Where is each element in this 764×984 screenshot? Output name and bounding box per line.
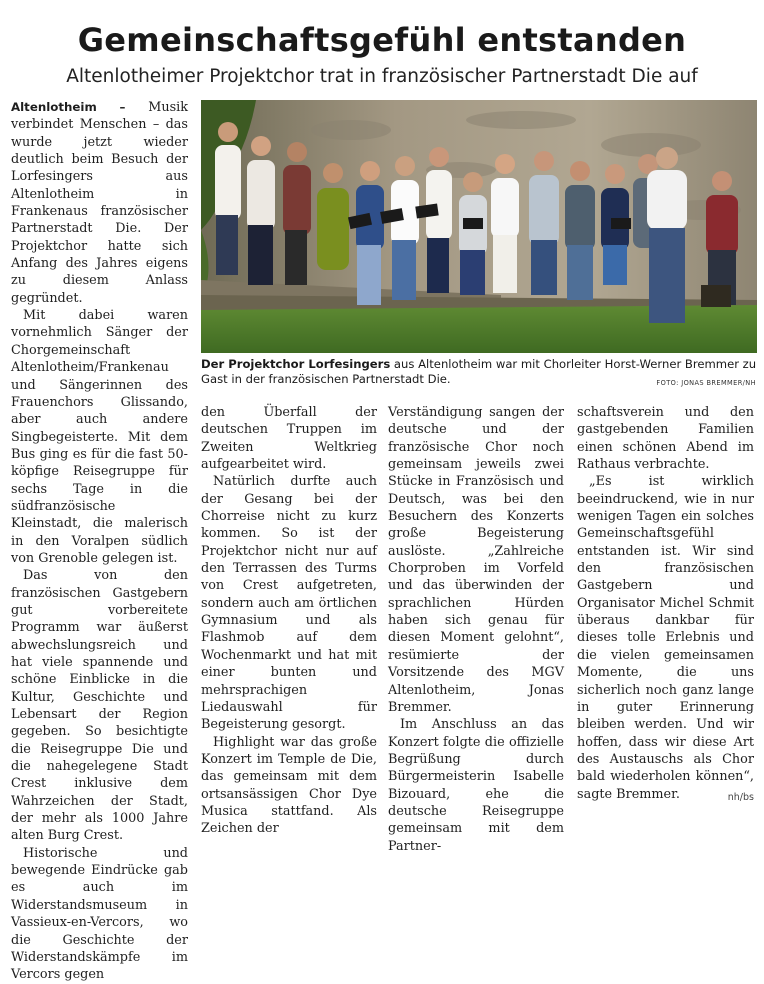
headline: Gemeinschaftsgefühl entstanden (77, 21, 687, 59)
paragraph (577, 473, 754, 803)
paragraph: Verständigung sangen der deutsche und der französische Chor noch gemeinsam jeweils zwei Stücke in Französisch und Deutsch, was bei den Besuchern des Konzerts große Begeisterung auslöste. „Zahlreiche Chorproben im Vorfeld und das überwinden der sprachlichen Hürden haben sich genau für diesen Moment gelohnt“, resümierte der Vorsitzende des MGV Altenlotheim, Jonas Bremmer. (388, 405, 564, 715)
caption-lead: Der Projektchor Lorfesingers (201, 357, 391, 371)
dateline: Altenlotheim – (11, 100, 126, 114)
article-column-3 (388, 404, 564, 855)
choir-photo-image (201, 100, 757, 353)
choir-photo (201, 100, 757, 353)
article-column-2 (201, 404, 377, 838)
article-column-1 (11, 99, 188, 984)
author-signature: nh/bs (727, 791, 754, 803)
photo-credit: FOTO: JONAS BREMMER/NH (656, 379, 756, 387)
paragraph: den Überfall der deutschen Truppen im Zweiten Weltkrieg aufgearbeitet wird. (201, 405, 377, 473)
paragraph-text: Musik verbindet Menschen – das wurde jetzt wieder deutlich beim Besuch der Lorfesingers aus Altenlotheim in Frankenaus französischer Partnerstadt Die. Der Projektchor hatte sich Anfang des Jahres eigens zu diesem Anlass gegründet. (11, 100, 188, 306)
article-column-4 (577, 404, 754, 806)
caption-text: aus Altenlotheim war mit Chorleiter Horst-Werner Bremmer zu Gast in der französischen Partnerstadt Die. (201, 357, 757, 386)
paragraph: Im Anschluss an das Konzert folgte die offizielle Begrüßung durch Bürgermeisterin Isabelle Bizouard, ehe die deutsche Reisegruppe gemeinsam mit dem Partner- (388, 717, 564, 854)
paragraph: Highlight war das große Konzert im Temple de Die, das gemeinsam mit dem ortsansässigen Chor Dye Musica stattfand. Als Zeichen der (201, 734, 377, 837)
paragraph: Das von den französischen Gastgebern gut vorbereitete Programm war äußerst abwechslungsreich und hat viele spannende und schöne Einblicke in die Kultur, Geschichte und Lebensart der Region gegeben. So besichtigte die Reisegruppe Die und die nahegelegene Stadt Crest inklusive dem Wahrzeichen der Stadt, der mehr als 1000 Jahre alten Burg Crest. (11, 568, 188, 844)
paragraph-text: „Es ist wirklich beeindruckend, wie in nur wenigen Tagen ein solches Gemeinschaftsgefühl entstanden ist. Wir sind den französischen Gastgebern und Organisator Michel Schmit überaus dankbar für dieses tolle Erlebnis und die vielen gemeinsamen Momente, die uns sicherlich noch ganz lange in guter Erinnerung bleiben werden. Und wir hoffen, dass wir diese Art des Austauschs als Chor bald wiederholen können“, sagte Bremmer. (577, 474, 754, 802)
subheadline: Altenlotheimer Projektchor trat in französischer Partnerstadt Die auf (66, 66, 698, 87)
paragraph (11, 99, 188, 307)
paragraph: Natürlich durfte auch der Gesang bei der Chorreise nicht zu kurz kommen. So ist der Projektchor nicht nur auf den Terrassen des Turms von Crest aufgetreten, sondern auch am örtlichen Gymnasium und als Flashmob auf dem Wochenmarkt und hat mit einer bunten und mehrsprachigen Liedauswahl für Begeisterung gesorgt. (201, 474, 377, 733)
paragraph: Mit dabei waren vornehmlich Sänger der Chorgemeinschaft Altenlotheim/Frankenau und Sängerinnen des Frauenchors Glissando, aber auch andere Singbegeisterte. Mit dem Bus ging es für die fast 50-köpfige Reisegruppe für sechs Tage in die südfranzösische Kleinstadt, die malerisch in den Voralpen südlich von Grenoble gelegen ist. (11, 308, 188, 566)
paragraph: schaftsverein und den gastgebenden Familien einen schönen Abend im Rathaus verbrachte. (577, 405, 754, 473)
paragraph: Historische und bewegende Eindrücke gab es auch im Widerstandsmuseum in Vassieux-en-Vercors, wo die Geschichte der Widerstandskämpfe im Vercors gegen (11, 845, 188, 983)
